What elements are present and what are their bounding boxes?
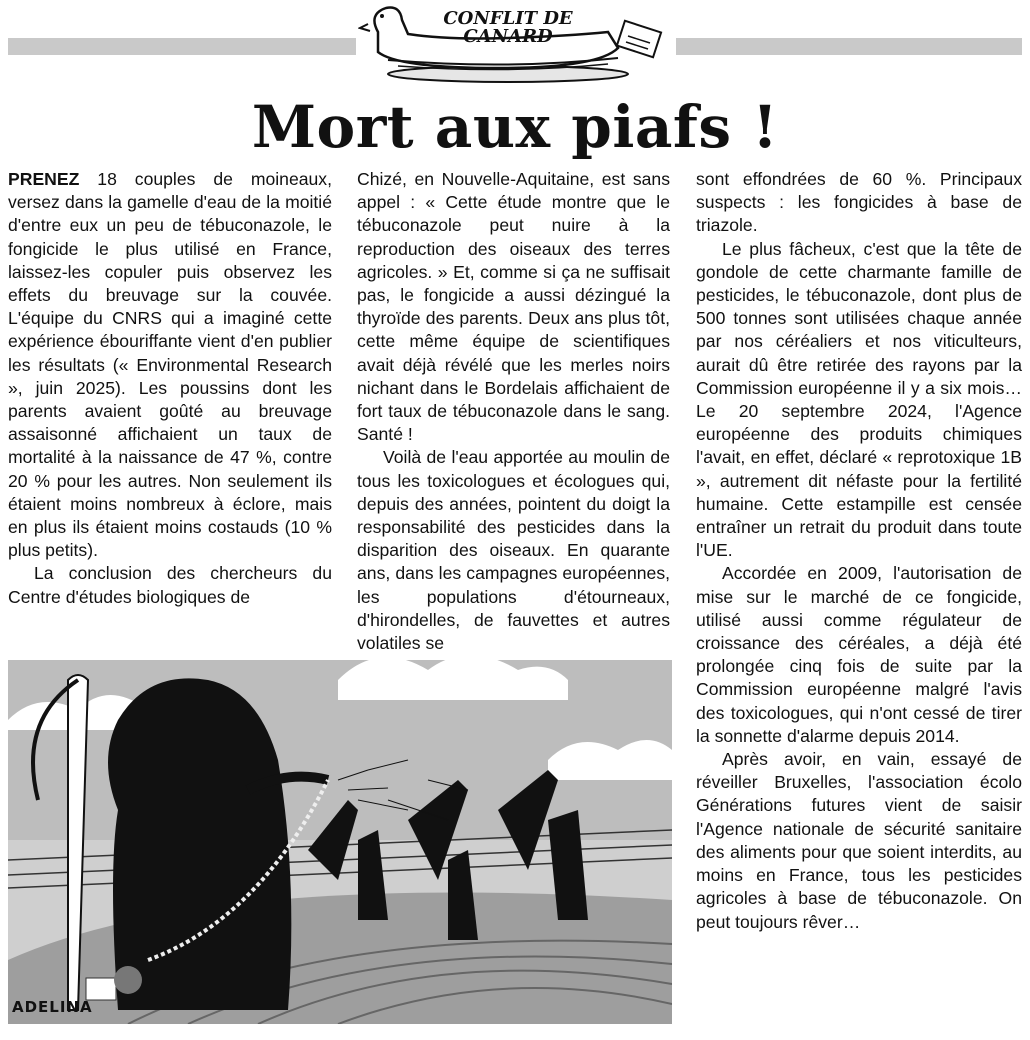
article-column-1 — [8, 168, 332, 668]
rubric-bar-left — [8, 38, 356, 55]
article-paragraph-6: Le plus fâcheux, c'est que la tête de gondole de cette charmante famille de pesticides, le tébuconazole, dont plus de 500 tonnes sont utilisées chaque année par nos céréaliers et nos viticulteurs, aurait dû être retirée des rayons par la Commission européenne il y a six mois… Le 20 septembre 2024, l'Agence européenne des produits chimiques l'avait, en effet, déclaré « reprotoxique 1B », autrement dit néfaste pour la fertilité humaine. Cette estampille est censée entraîner un retrait du produit dans toute l'UE. — [696, 238, 1022, 561]
rubric-title-line2: CANARD — [463, 26, 553, 47]
article-paragraph-1 — [8, 168, 332, 562]
illustrator-signature: ADELINA — [12, 998, 93, 1016]
article-paragraph-3: Chizé, en Nouvelle-Aquitaine, est sans appel : « Cette étude montre que le tébuconazole peut nuire à la reproduction des oiseaux des terres agricoles. » Et, comme si ça ne suffisait pas, le fongicide a aussi dézingué la thyroïde des parents. Deux ans plus tôt, cette même équipe de scientifiques avait déjà révélé que les merles noirs nichant dans le Bordelais affichaient de fort taux de tébuconazole dans le sang. Santé ! — [357, 169, 670, 445]
article-paragraph-4: Voilà de l'eau apportée au moulin de tous les toxicologues et écologues qui, depuis des années, pointent du doigt la responsabilité des pesticides dans la disparition des oiseaux. En quarante ans, dans les campagnes européennes, les populations d'étourneaux, d'hirondelles, de fauvettes et autres volatiles se — [357, 447, 670, 654]
article-paragraph-5: sont effondrées de 60 %. Principaux suspects : les fongicides à base de triazole. — [696, 169, 1022, 236]
article-column-2 — [357, 168, 670, 668]
article-column-3 — [696, 168, 1022, 1038]
article-paragraph-2: La conclusion des chercheurs du Centre d'études biologiques de — [8, 563, 332, 607]
lead-word: PRENEZ — [8, 169, 80, 189]
conflit-de-canard-logo — [358, 2, 676, 86]
paragraph-1-text: 18 couples de moineaux, versez dans la gamelle d'eau de la moitié d'entre eux un peu de tébuconazole, le fongicide le plus utilisé en France, laissez-les copuler puis observez les effets du breuvage sur la couvée. L'équipe du CNRS qui a imaginé cette expérience ébouriffante vient d'en publier les résultats (« Environmental Research », juin 2025). Les poussins dont les parents avaient goûté au breuvage assaisonné affichaient un taux de mortalité à la naissance de 47 %, contre 20 % pour les autres. Non seulement ils étaient moins nombreux à éclore, mais en plus ils étaient moins costauds (10 % plus petits). — [8, 169, 332, 561]
headline: Mort aux piafs ! — [251, 93, 779, 161]
article-paragraph-8: Après avoir, en vain, essayé de réveiller Bruxelles, l'association écolo Générations futures vient de saisir l'Agence nationale de sécurité sanitaire des aliments pour que soient interdits, au moins en France, tous les pesticides agricoles à base de tébuconazole. On peut toujours rêver… — [696, 749, 1022, 932]
rubric-bar-right — [676, 38, 1022, 55]
rubric-title-line1: CONFLIT DE — [443, 8, 573, 29]
grim-reaper-cartoon — [8, 660, 672, 1024]
article-paragraph-7: Accordée en 2009, l'autorisation de mise sur le marché de ce fongicide, utilisé aussi comme régulateur de croissance des céréales, a déjà été prolongée cinq fois de suite par la Commission européenne malgré l'avis des toxicologues, qui n'ont cessé de tirer la sonnette d'alarme depuis 2014. — [696, 563, 1022, 746]
